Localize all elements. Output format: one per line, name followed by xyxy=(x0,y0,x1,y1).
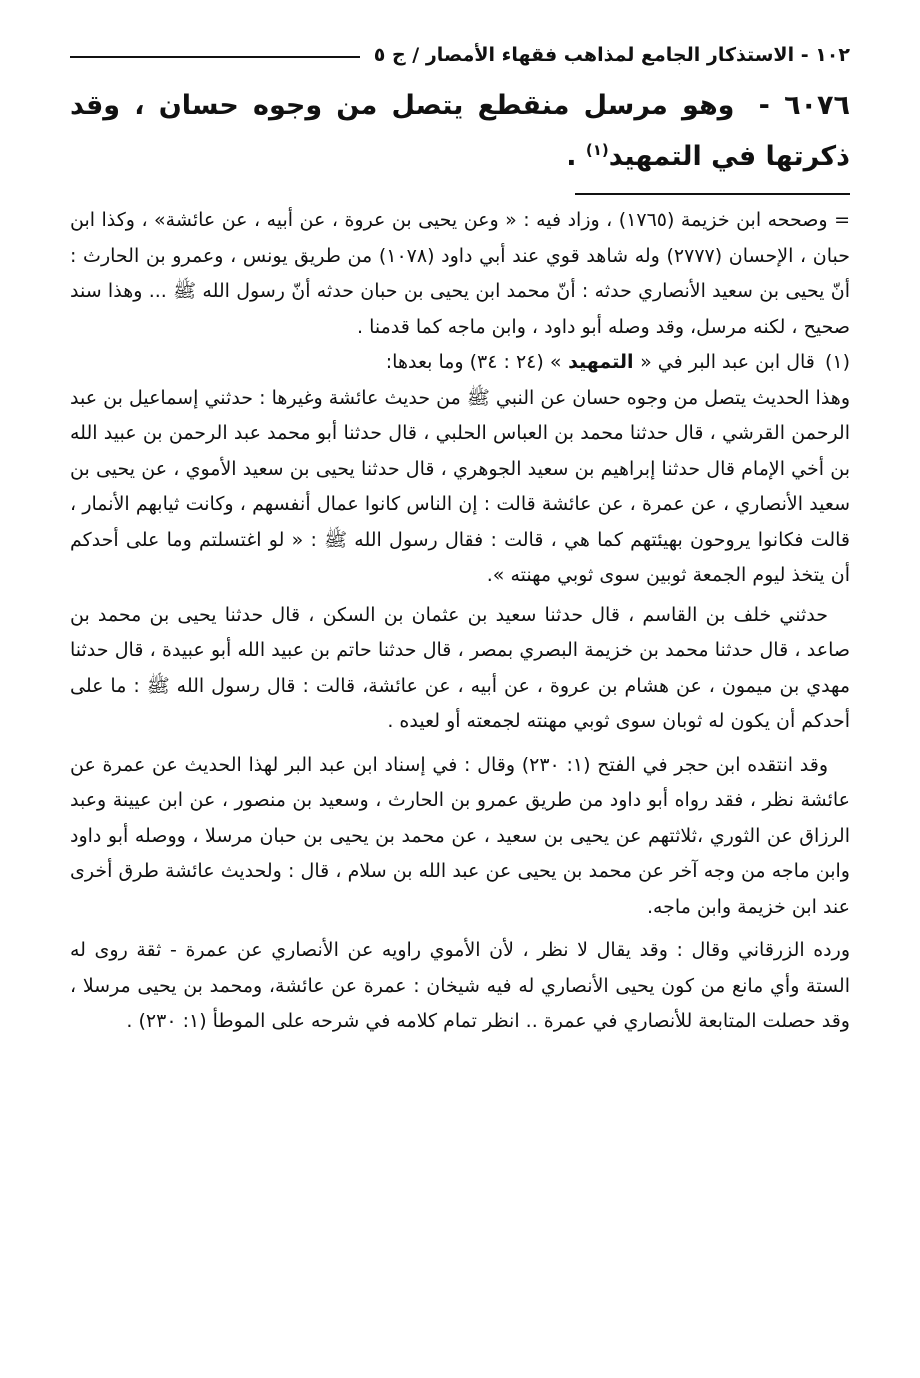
footnote-1-intro-b: » (٢٤ : ٣٤) وما بعدها: xyxy=(385,351,562,373)
footnote-continuation: = وصححه ابن خزيمة (١٧٦٥) ، وزاد فيه : « وعن يحيى بن عروة ، عن أبيه ، عن عائشة» ، وكذا ابن حبان ، الإحسان (٢٧٧٧) وله شاهد قوي عند أبي داود (١٠٧٨) من طريق يونس ، وعمرو بن الحارث : أنّ يحيى بن سعيد الأنصاري حدثه : أنّ محمد ابن يحيى بن حبان حدثه أنّ رسول الله ﷺ ... وهذا سند صحيح ، لكنه مرسل، وقد وصله أبو داود ، وابن ماجه كما قدمنا . xyxy=(70,209,851,338)
footnote-separator xyxy=(575,193,850,195)
page-header xyxy=(70,26,850,66)
footnote-1-intro-a: قال ابن عبد البر في « xyxy=(640,351,815,373)
page xyxy=(70,26,850,1040)
header-rule xyxy=(70,56,360,58)
main-text xyxy=(70,84,850,179)
footnotes xyxy=(70,203,850,1040)
footnote-1-label: (١) xyxy=(824,351,850,373)
footnote-1-paragraph-4: ورده الزرقاني وقال : وقد يقال لا نظر ، لأن الأموي راويه عن الأنصاري عن عمرة - ثقة روى له الستة وأي مانع من كون يحيى الأنصاري له فيه شيخان : عمرة عن عائشة، ومحمد بن يحيى مرسلا ، وقد حصلت المتابعة للأنصاري في عمرة .. انظر تمام كلامه في شرحه على الموطأ (١: ٢٣٠) . xyxy=(70,939,850,1032)
footnote-1-paragraph-2: حدثني خلف بن القاسم ، قال حدثنا سعيد بن عثمان بن السكن ، قال حدثنا يحيى بن محمد بن صاعد ، قال حدثنا محمد بن خزيمة البصري بمصر ، قال حدثنا حاتم بن عبيد الله أبو عبيدة ، قال حدثنا مهدي بن ميمون ، عن هشام بن عروة ، عن أبيه ، عن عائشة، قالت : قال رسول الله ﷺ : ما على أحدكم أن يكون له ثوبان سوى ثوبي مهنته لجمعته أو لعيده . xyxy=(70,603,850,732)
paragraph-number: ٦٠٧٦ - xyxy=(758,90,850,121)
main-text-end: . xyxy=(566,141,586,172)
footnote-1-book-title: التمهيد xyxy=(561,351,641,373)
footnote-1-paragraph-3: وقد انتقده ابن حجر في الفتح (١: ٢٣٠) وقال : في إسناد ابن عبد البر لهذا الحديث عن عمرة عن عائشة نظر ، فقد رواه أبو داود من طريق عمرو بن الحارث ، وسعيد بن منصور ، عن ابن عيينة وعبد الرزاق عن الثوري ،ثلاثتهم عن يحيى بن سعيد ، عن محمد بن يحيى بن حبان مرسلا ، ووصله أبو داود وابن ماجه من وجه آخر عن محمد بن يحيى عن عبد الله بن سلام ، قال : ولحديث عائشة طرق أخرى عند ابن خزيمة وابن ماجه. xyxy=(70,753,850,918)
running-title: ١٠٢ - الاستذكار الجامع لمذاهب فقهاء الأمصار / ج ٥ xyxy=(373,44,850,66)
footnote-1-paragraph-1: وهذا الحديث يتصل من وجوه حسان عن النبي ﷺ من حديث عائشة وغيرها : حدثني إسماعيل بن عبد الرحمن القرشي ، قال حدثنا محمد بن العباس الحلبي ، قال حدثنا أبو محمد عبد الرحمن بن عبيد الله بن أخي الإمام قال حدثنا إبراهيم بن سعيد الجوهري ، قال حدثنا يحيى بن سعيد الأموي ، عن يحيى بن سعيد الأنصاري ، عن عمرة ، عن عائشة قالت : إن الناس كانوا عمال أنفسهم ، وكانت ثيابهم الأنمار ، قالت فكانوا يروحون بهيئتهم كما هي ، قالت : فقال رسول الله ﷺ : « لو اغتسلتم وما على أحدكم أن يتخذ ليوم الجمعة ثوبين سوى ثوبي مهنته ». xyxy=(70,386,850,586)
footnote-reference: (١) xyxy=(585,141,609,159)
main-text-body: وهو مرسل منقطع يتصل من وجوه حسان ، وقد ذكرتها في التمهيد xyxy=(70,90,850,172)
footnote-1-intro xyxy=(70,345,850,381)
